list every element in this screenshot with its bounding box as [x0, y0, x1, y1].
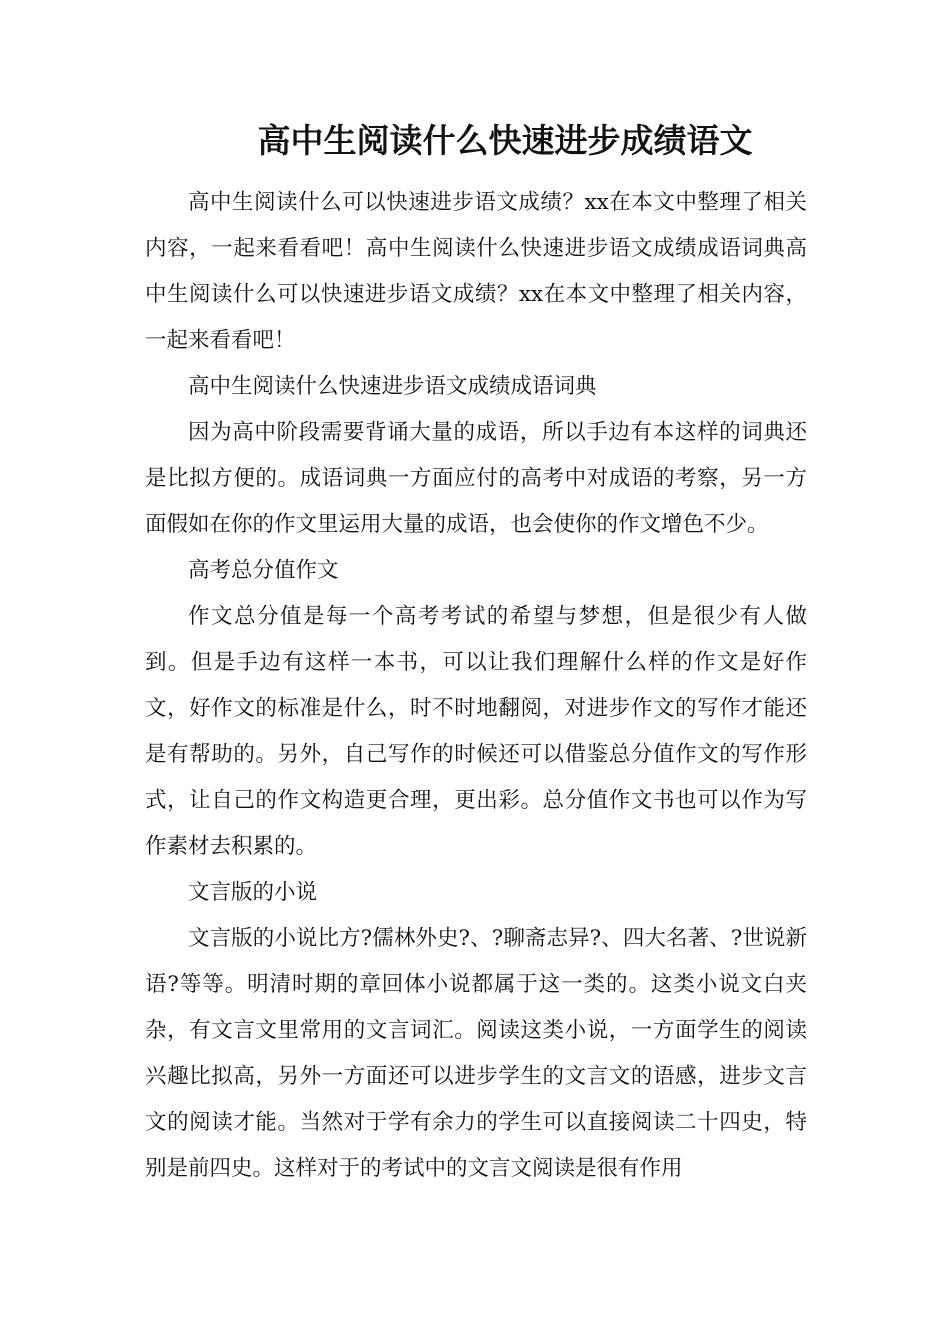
section-heading-full-score-essay: 高考总分值作文 — [188, 558, 339, 583]
paragraph-full-score-essay: 作文总分值是每一个高考考试的希望与梦想，但是很少有人做到。但是手边有这样一本书，可以让我们理解什么样的作文是好作文，好作文的标准是什么，时不时地翻阅，对进步作文的写作才能还是有帮助的。另外，自己写作的时候还可以借鉴总分值作文的写作形式，让自己的作文构造更合理，更出彩。总分值作文书也可以作为写作素材去积累的。 — [145, 604, 807, 859]
paragraph-intro: 高中生阅读什么可以快速进步语文成绩？xx在本文中整理了相关内容，一起来看看吧！高中生阅读什么快速进步语文成绩成语词典高中生阅读什么可以快速进步语文成绩？xx在本文中整理了相关内容，一起来看看吧！ — [145, 190, 807, 353]
section-heading-classical-novels: 文言版的小说 — [188, 880, 318, 905]
document-body — [145, 180, 807, 1192]
section-heading-dictionary: 高中生阅读什么快速进步语文成绩成语词典 — [188, 374, 597, 399]
paragraph-classical-novels: 文言版的小说比方?儒林外史?、?聊斋志异?、四大名著、?世说新语?等等。明清时期的章回体小说都属于这一类的。这类小说文白夹杂，有文言文里常用的文言词汇。阅读这类小说，一方面学生的阅读兴趣比拟高，另外一方面还可以进步学生的文言文的语感，进步文言文的阅读才能。当然对于学有余力的学生可以直接阅读二十四史，特别是前四史。这样对于的考试中的文言文阅读是很有作用 — [145, 926, 807, 1181]
paragraph-dictionary: 因为高中阶段需要背诵大量的成语，所以手边有本这样的词典还是比拟方便的。成语词典一方面应付的高考中对成语的考察，另一方面假如在你的作文里运用大量的成语，也会使你的作文增色不少。 — [145, 420, 807, 537]
document-title: 高中生阅读什么快速进步成绩语文 — [257, 121, 753, 160]
